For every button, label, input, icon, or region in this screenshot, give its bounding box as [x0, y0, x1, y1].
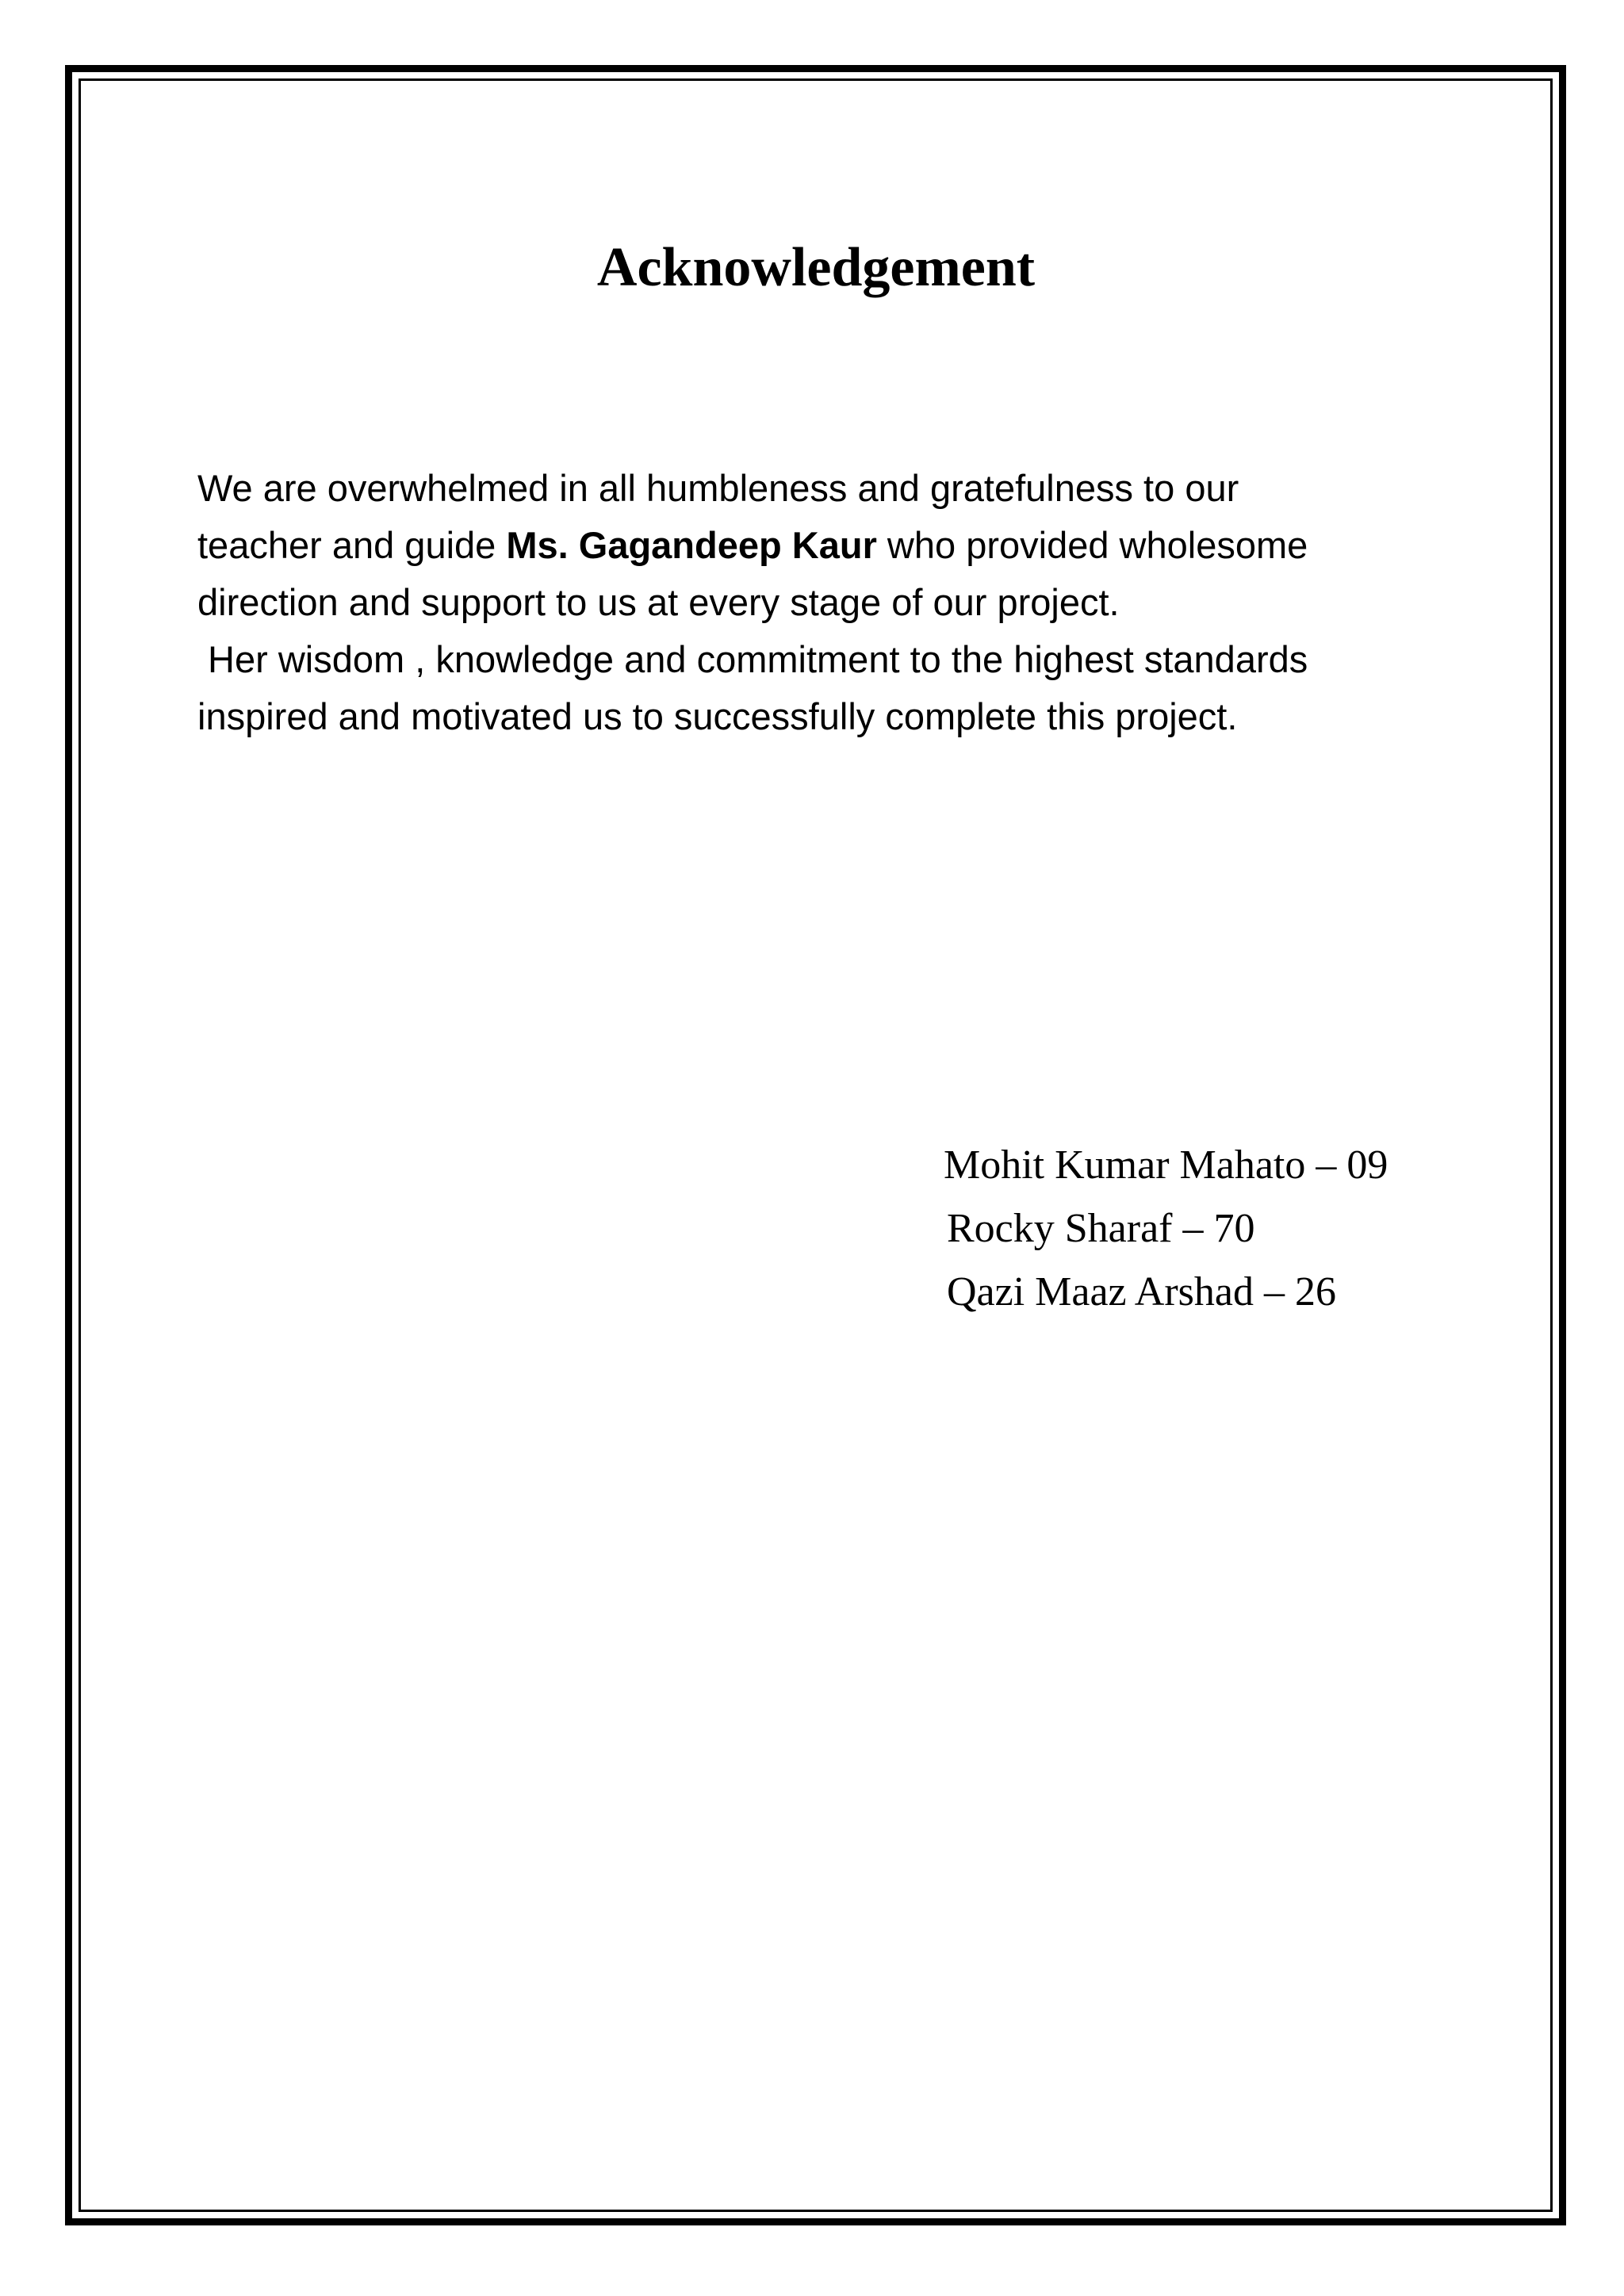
acknowledgement-paragraph: [197, 460, 1498, 745]
guide-name: Ms. Gagandeep Kaur: [506, 524, 877, 566]
paragraph-text: who provided wholesome: [876, 524, 1308, 566]
paragraph-line: direction and support to us at every stage of our project.: [197, 581, 1120, 623]
paragraph-text: teacher and guide: [197, 524, 507, 566]
paragraph-line: We are overwhelmed in all humbleness and gratefulness to our: [197, 467, 1239, 509]
paragraph-line: [197, 517, 1498, 574]
student-name: Qazi Maaz Arshad – 26: [947, 1269, 1336, 1314]
student-name: Mohit Kumar Mahato – 09: [944, 1142, 1388, 1188]
student-signatures: [944, 1134, 1388, 1324]
paragraph-line: Her wisdom , knowledge and commitment to the highest standards: [197, 638, 1308, 680]
paragraph-line: inspired and motivated us to successfully complete this project.: [197, 695, 1238, 737]
student-name: Rocky Sharaf – 70: [947, 1206, 1255, 1251]
page-title: Acknowledgement: [596, 237, 1036, 298]
